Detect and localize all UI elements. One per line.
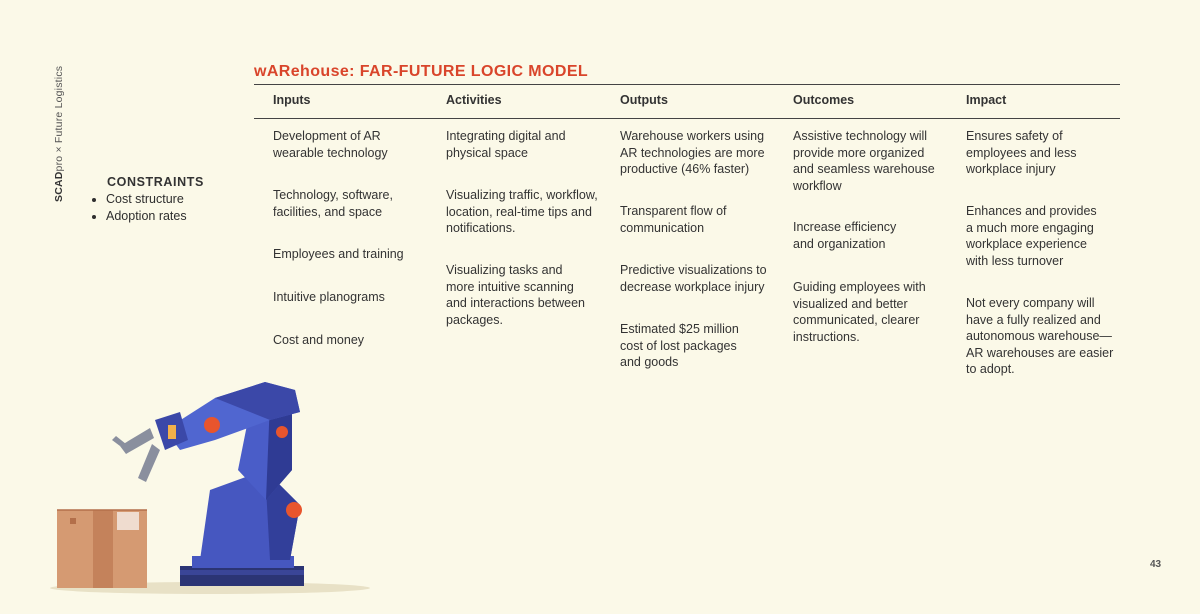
column-header-inputs: Inputs xyxy=(273,93,311,107)
output-cell: Warehouse workers using AR technologies are more productive (46% faster) xyxy=(620,129,765,176)
output-cell: Transparent flow of communication xyxy=(620,204,727,235)
outcome-cell: Increase efficiency and organization xyxy=(793,220,897,251)
activity-cell: Integrating digital and physical space xyxy=(446,129,566,160)
activity-cell: Visualizing tasks and more intuitive scanning and interactions between packages. xyxy=(446,263,585,327)
impact-cell: Ensures safety of employees and less workplace injury xyxy=(966,129,1077,176)
column-header-impact: Impact xyxy=(966,93,1007,107)
output-cell: Predictive visualizations to decrease workplace injury xyxy=(620,263,767,294)
input-cell: Employees and training xyxy=(273,247,404,261)
input-cell: Intuitive planograms xyxy=(273,290,385,304)
column-header-outcomes: Outcomes xyxy=(793,93,855,107)
outcome-cell: Assistive technology will provide more organized and seamless warehouse workflow xyxy=(793,129,935,193)
input-cell: Technology, software, facilities, and space xyxy=(273,188,393,219)
side-label: SCADpro × Future Logistics xyxy=(53,65,65,202)
outcome-cell: Guiding employees with visualized and better communicated, clearer instructions. xyxy=(793,280,926,344)
input-cell: Development of AR wearable technology xyxy=(273,129,388,160)
input-cell: Cost and money xyxy=(273,333,365,347)
cardboard-box-icon xyxy=(57,510,147,588)
impact-cell: Not every company will have a fully realized and autonomous warehouse—AR warehouses are easier to adopt. xyxy=(966,296,1114,376)
constraint-item: • Adoption rates xyxy=(106,208,204,225)
impact-cell: Enhances and provides a much more engaging workplace experience with less turnover xyxy=(966,204,1097,268)
page-title: wARehouse: FAR-FUTURE LOGIC MODEL xyxy=(254,63,589,80)
page-number: 43 xyxy=(1150,559,1162,570)
constraint-item: • Cost structure xyxy=(106,191,204,208)
column-header-outputs: Outputs xyxy=(620,93,668,107)
activity-cell: Visualizing traffic, workflow, location, real-time tips and notifications. xyxy=(446,188,598,235)
column-header-activities: Activities xyxy=(446,93,502,107)
constraints-heading: CONSTRAINTS xyxy=(107,175,204,189)
output-cell: Estimated $25 million cost of lost packages and goods xyxy=(620,322,739,369)
